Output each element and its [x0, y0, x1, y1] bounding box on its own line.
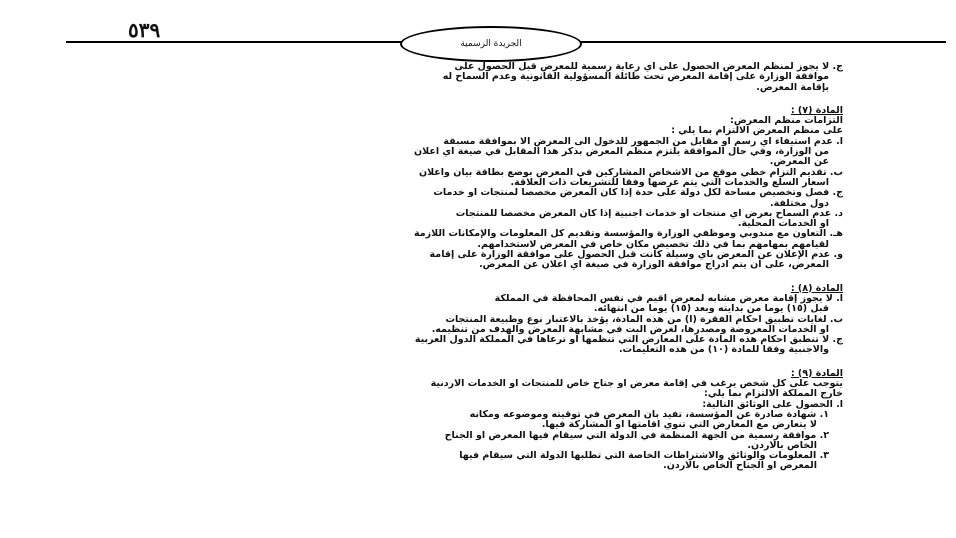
journal-title: الجريدة الرسمية — [460, 39, 522, 49]
text-line: قبل (١٥) يوما من بدايته وبعد (١٥) يوما من انتهائه. — [593, 304, 829, 315]
text-line: من الوزارة، وفي حال الموافقة يلتزم منظم المعرض بذكر هذا المقابل في صيغة أي اعلان — [414, 147, 829, 158]
text-line: هـ. التعاون مع مندوبي وموظفي الوزارة والمؤسسة وتقديم كل المعلومات والإمكانات اللازمة — [414, 229, 843, 240]
text-line: موافقة الوزارة على إقامة المعرض تحت طائلة المسؤولية القانونية وعدم السماح له — [442, 72, 829, 83]
text-line: د. عدم السماح بعرض أي منتجات او خدمات اجنبية إذا كان المعرض مخصصا للمنتجات — [455, 208, 843, 219]
text-line: او الخدمات المحلية. — [737, 219, 829, 230]
text-line: ب. تقديم التزام خطي موقع من الأشخاص المشاركين في المعرض بوضع بطاقة بيان واعلان — [418, 167, 843, 178]
text-line: ٢. موافقة رسمية من الجهة المنظمة في الدولة التي سيقام فيها المعرض او الجناح — [444, 430, 829, 441]
text-line: ب. لغايات تطبيق احكام الفقرة (أ) من هذه المادة، يؤخذ بالاعتبار نوع وطبيعة المنتجات — [445, 314, 843, 325]
journal-title-oval — [400, 26, 582, 62]
article-heading: المادة (٨) : — [790, 283, 843, 294]
text-line: أ. عدم استيفاء أي رسم او مقابل من الجمهور للدخول الى المعرض الا بموافقة مسبقة — [443, 136, 843, 147]
text-line: التزامات منظم المعرض: — [730, 116, 843, 127]
text-line: ج. لا تنطبق احكام هذه المادة على المعارض التي تنظمها او ترعاها في المملكة الدول العربية — [414, 335, 843, 346]
text-line: أ. لا يجوز إقامة معرض مشابه لمعرض أقيم في نفس المحافظة في المملكة — [494, 293, 843, 304]
text-line: ٣. المعلومات والوثائق والاشتراطات الخاصة التي تطلبها الدولة التي سيقام فيها — [459, 451, 829, 462]
text-line: أسعار السلع والخدمات التي يتم عرضها وفقا للتشريعات ذات العلاقة. — [510, 177, 829, 188]
text-line: بإقامة المعرض. — [756, 82, 829, 93]
document-body — [118, 62, 843, 472]
text-line: أ. الحصول على الوثائق التالية: — [702, 399, 843, 410]
text-line: ج. فصل وتخصيص مساحة لكل دولة على حدة إذا كان المعرض مخصصا لمنتجات او خدمات — [433, 188, 843, 199]
text-line: دول مختلفة. — [769, 198, 829, 209]
page-number: ٥٣٩ — [128, 18, 161, 42]
text-line: و. عدم الإعلان عن المعرض بأي وسيلة كانت قبل الحصول على موافقة الوزارة على إقامة — [429, 250, 843, 261]
text-line: الخاص بالأردن. — [747, 440, 817, 451]
text-line: او الخدمات المعروضة ومصدرها، لغرض البت في مشابهة المعرض والهدف من تنظيمه. — [431, 324, 829, 335]
text-line: ١. شهادة صادرة عن المؤسسة، تفيد بأن المعرض في توقيته وموضوعه ومكانه — [469, 409, 829, 420]
text-line: خارج المملكة الالتزام بما يلي: — [704, 389, 843, 400]
article-heading: المادة (٧) : — [790, 105, 843, 116]
text-line: يتوجب على كل شخص يرغب في إقامة معرض او جناح خاص للمنتجات او الخدمات الأردنية — [430, 379, 843, 390]
text-line: لقيامهم بمهامهم بما في ذلك تخصيص مكان خاص في المعرض لاستخدامهم. — [477, 239, 829, 250]
text-line: المعرض او الجناح الخاص بالأردن. — [663, 461, 817, 472]
text-line: على منظم المعرض الالتزام بما يلي : — [671, 126, 843, 137]
text-line: عن المعرض. — [769, 157, 829, 168]
text-line: لا يتعارض مع المعارض التي تنوي اقامتها او المشاركة فيها. — [541, 420, 817, 431]
text-line: والأجنبية وفقا للمادة (١٠) من هذه التعليمات. — [618, 345, 829, 356]
text-line: المعرض، على ان يتم ادراج موافقة الوزارة في صيغة أي اعلان عن المعرض. — [479, 260, 829, 271]
text-line: ج. لا يجوز لمنظم المعرض الحصول على أي رعاية رسمية للمعرض قبل الحصول على — [454, 62, 843, 72]
article-heading: المادة (٩) : — [790, 368, 843, 379]
